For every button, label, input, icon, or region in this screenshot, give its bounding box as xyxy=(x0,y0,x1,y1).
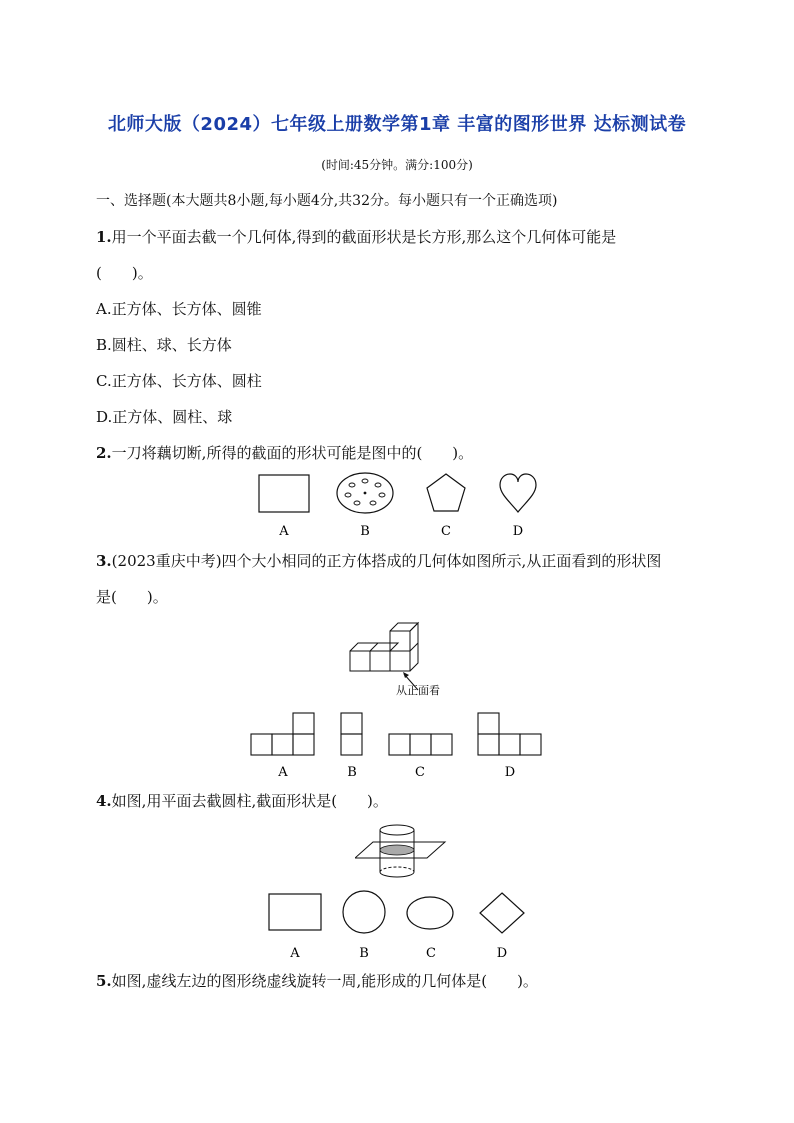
q2-figure xyxy=(250,470,550,542)
choice-label: A xyxy=(279,524,289,539)
question-3 xyxy=(96,550,661,571)
exam-info: (时间:45分钟。满分:100分) xyxy=(321,158,473,172)
option-d-shape xyxy=(478,713,541,755)
choice-label: A xyxy=(290,946,300,961)
lotus-root-section xyxy=(337,473,393,513)
choice-label: B xyxy=(359,946,369,961)
heart-shape xyxy=(500,474,536,512)
question-4 xyxy=(96,790,388,811)
question-number: 4. xyxy=(96,792,112,810)
option-c-shape xyxy=(389,734,452,755)
cube-solid-figure xyxy=(340,618,470,700)
choice-label: D xyxy=(512,524,524,539)
question-number: 2. xyxy=(96,444,112,462)
question-text: 如图,虚线左边的图形绕虚线旋转一周,能形成的几何体是( )。 xyxy=(111,972,538,990)
view-label: 从正面看 xyxy=(396,684,440,697)
cross-section xyxy=(380,845,414,855)
question-number: 1. xyxy=(96,228,112,246)
question-text: 用一个平面去截一个几何体,得到的截面形状是长方形,那么这个几何体可能是 xyxy=(111,228,617,246)
ellipse-shape xyxy=(407,897,453,929)
choice-label: B xyxy=(347,765,357,780)
rectangle-shape xyxy=(269,894,321,930)
question-3-cont: 是( )。 xyxy=(96,588,168,606)
choice-label: D xyxy=(504,765,516,780)
question-1 xyxy=(96,226,616,247)
question-text: 如图,用平面去截圆柱,截面形状是( )。 xyxy=(111,792,388,810)
page-title: 北师大版（2024）七年级上册数学第1章 丰富的图形世界 达标测试卷 xyxy=(107,114,687,135)
choice-label: C xyxy=(426,946,436,961)
option-a: A.正方体、长方体、圆锥 xyxy=(96,300,262,318)
question-number: 3. xyxy=(96,552,112,570)
rectangle-shape xyxy=(259,475,309,512)
cylinder-cut-figure xyxy=(355,820,450,886)
option-b: B.圆柱、球、长方体 xyxy=(96,336,232,354)
q3-options-figure xyxy=(240,706,560,782)
option-d: D.正方体、圆柱、球 xyxy=(96,408,233,426)
pentagon-shape xyxy=(427,474,465,511)
rhombus-shape xyxy=(480,893,524,933)
choice-label: C xyxy=(415,765,425,780)
question-number: 5. xyxy=(96,972,112,990)
question-text: 一刀将藕切断,所得的截面的形状可能是图中的( )。 xyxy=(111,444,474,462)
option-c: C.正方体、长方体、圆柱 xyxy=(96,372,262,390)
q4-options-figure xyxy=(260,888,540,962)
choice-label: D xyxy=(496,946,508,961)
question-text: (2023重庆中考)四个大小相同的正方体搭成的几何体如图所示,从正面看到的形状图 xyxy=(111,552,662,570)
choice-label: B xyxy=(360,524,370,539)
option-a-shape xyxy=(251,713,314,755)
section-heading: 一、选择题(本大题共8小题,每小题4分,共32分。每小题只有一个正确选项) xyxy=(96,193,558,209)
question-5 xyxy=(96,970,538,991)
option-b-shape xyxy=(341,713,362,755)
choice-label: A xyxy=(278,765,288,780)
question-2 xyxy=(96,442,473,463)
question-1-cont: ( )。 xyxy=(96,264,153,282)
circle-shape xyxy=(343,891,385,933)
choice-label: C xyxy=(441,524,451,539)
